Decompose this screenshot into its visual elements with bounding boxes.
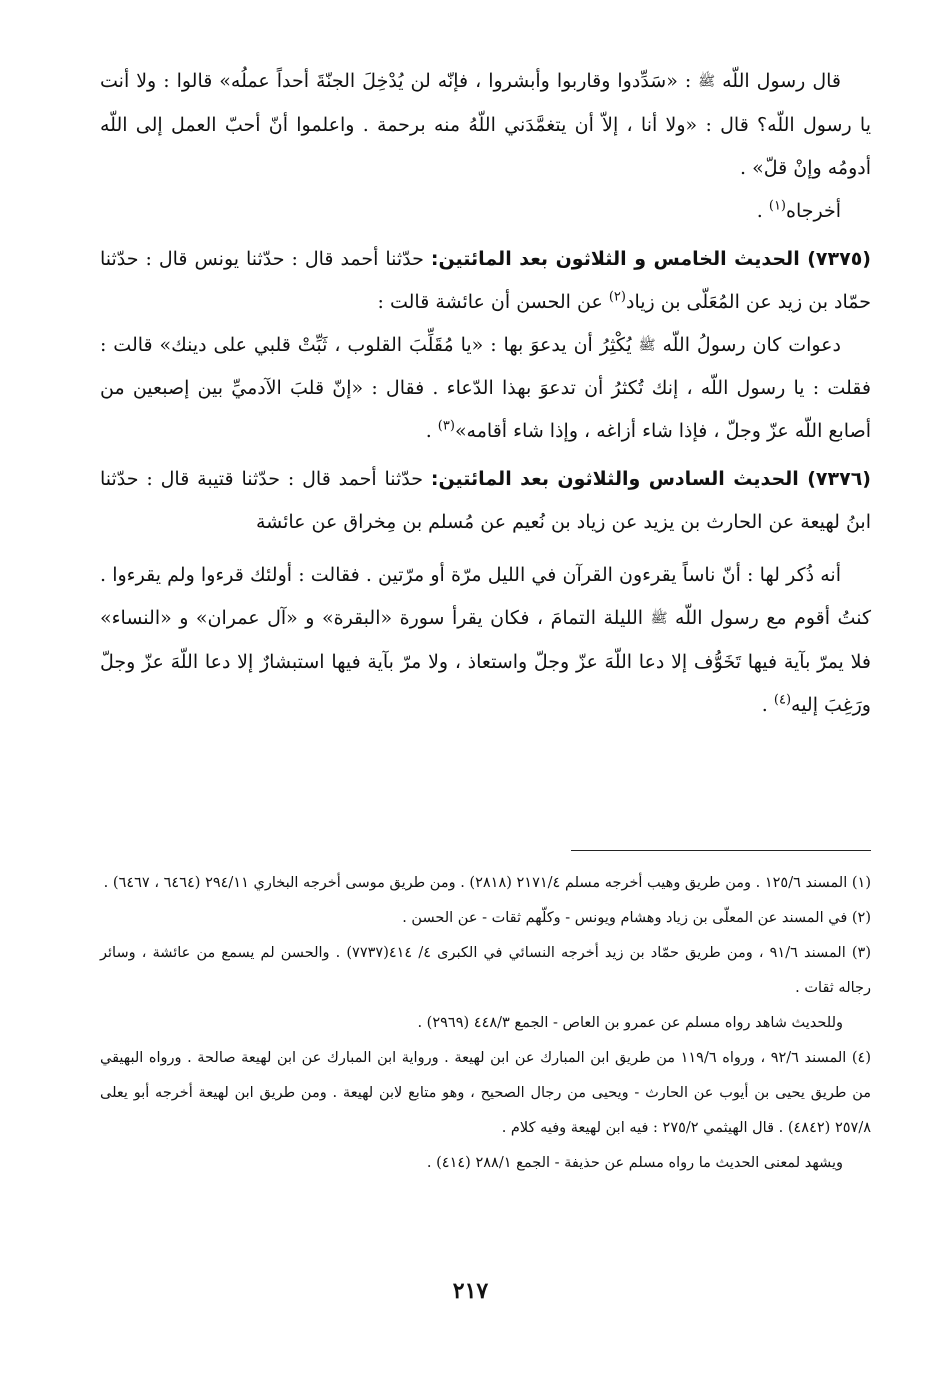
footnote-4: (٤) المسند ٩٢/٦ ، ورواه ١١٩/٦ من طريق ابن المبارك عن ابن لهيعة . ورواية ابن المبارك عن ابن لهيعة صالحة . ورواه البهيقي من طريق يحيى بن أيوب عن الحارث - ويحيى من رجال الصحيح ، وهو متابع لابن لهيعة . ومن طريق ابن لهيعة أخرجه أبو يعلى ٢٥٧/٨ (٤٨٤٢) . قال الهيثمي ٢٧٥/٢ : فيه ابن لهيعة وفيه كلام . — [100, 1050, 872, 1136]
paragraph-1 — [100, 60, 871, 190]
footnote-3: (٣) المسند ٩١/٦ ، ومن طريق حمّاد بن زيد أخرجه النسائي في الكبرى ٤/ ٤١٤(٧٧٣٧) . والحسن لم يسمع من عائشة ، وسائر رجاله ثقات . — [100, 945, 871, 996]
paragraph-3-text-a: دعوات كان رسولُ اللّه — [662, 333, 841, 356]
main-text — [100, 60, 871, 727]
paragraph-4-text-b: الليلة التمامَ ، فكان يقرأ سورة «البقرة» و «آل عمران» و «النساء» فلا يمرّ بآية فيها تَخَوُّف إلا دعا اللّهَ عزّ وجلّ واستعاذ ، ولا مرّ بآية فيها استبشارٌ إلا دعا اللّهَ عزّ وجلّ ورَغِبَ إليه — [100, 607, 871, 716]
paragraph-1-text-a: قال رسول اللّه — [722, 70, 841, 92]
paragraph-2-text: أخرجاه — [786, 199, 841, 222]
paragraph-4-end: . — [761, 693, 774, 716]
paragraph-4 — [100, 554, 871, 727]
footnote-separator — [571, 850, 871, 851]
hadith-7376-title: (٧٣٧٦) الحديث السادس والثلاثون بعد المائتين: — [430, 468, 871, 490]
footnotes — [100, 866, 871, 1181]
hadith-7375-isnad: حدّثنا أحمد قال : حدّثنا يونس قال : حدّثنا حمّاد بن زيد عن المُعَلّى بن زياد — [100, 247, 871, 313]
page-number: ٢١٧ — [452, 1278, 489, 1304]
hadith-7375 — [100, 238, 871, 324]
hadith-7376-isnad: حدّثنا أحمد قال : حدّثنا قتيبة قال : حدّثنا ابنُ لهيعة عن الحارث بن يزيد عن زياد بن نُعيم عن مُسلم بن مِخراق عن عائشة — [100, 468, 871, 533]
footnote-ref-2: (٢) — [608, 289, 626, 305]
footnote-ref-1: (١) — [768, 198, 786, 214]
footnote-1: (١) المسند ١٢٥/٦ . ومن طريق وهيب أخرجه مسلم ٢١٧١/٤ (٢٨١٨) . ومن طريق موسى أخرجه البخاري ٢٩٤/١١ (٦٤٦٤ ، ٦٤٦٧) . — [103, 875, 871, 891]
footnote-2: (٢) في المسند عن المعلّى بن زياد وهشام ويونس - وكلّهم ثقات - عن الحسن . — [402, 910, 871, 926]
paragraph-3-end: . — [425, 420, 438, 442]
footnote-4-continuation: ويشهد لمعنى الحديث ما رواه مسلم عن حذيفة - الجمع ٢٨٨/١ (٤١٤) . — [426, 1155, 843, 1171]
hadith-7375-title: (٧٣٧٥) الحديث الخامس و الثلاثون بعد المائتين: — [430, 247, 871, 270]
paragraph-3-text-b: يُكْثِرُ أن يدعوَ بها : «يا مُقَلِّبَ القلوب ، ثَبِّتْ قلبي على دينك» قالت : فقلت : يا رسول اللّه ، إنك تُكثرُ أن تدعوَ بهذا الدّعاء . فقال : «إنّ قلبَ الآدميِّ بين إصبعين من أصابع اللّه عزّ وجلّ ، فإذا شاء أزاغه ، وإذا شاء أقامه» — [100, 333, 871, 442]
hadith-7376 — [100, 458, 871, 544]
footnote-ref-4: (٤) — [773, 692, 792, 708]
salutation-glyph: ﷺ — [638, 337, 656, 353]
footnote-ref-3: (٣) — [437, 418, 455, 434]
paragraph-2-end: . — [756, 199, 769, 222]
paragraph-1-text-b: : «سَدِّدوا وقاربوا وأبشروا ، فإنّه لن يُدْخِلَ الجنّةَ أحداً عملُه» قالوا : ولا أنت يا رسول اللّه؟ قال : «ولا أنا ، إلاّ أن يتغمَّدَني اللّهُ منه برحمة . واعلموا أنّ أحبّ العمل إلى اللّه أدومُه وإنْ قلّ» . — [100, 70, 871, 179]
paragraph-3 — [100, 324, 871, 454]
paragraph-4-text-a: أنه ذُكر لها : أنّ ناساً يقرءون القرآن في الليل مرّة أو مرّتين . فقالت : أولئك قرءوا ولم يقرءوا . كنتُ أقوم مع رسول اللّه — [100, 564, 871, 629]
salutation-glyph: ﷺ — [650, 610, 668, 627]
footnote-3-continuation: وللحديث شاهد رواه مسلم عن عمرو بن العاص - الجمع ٤٤٨/٣ (٢٩٦٩) . — [417, 1015, 843, 1031]
salutation-glyph: ﷺ — [698, 73, 716, 90]
paragraph-2 — [100, 190, 871, 233]
hadith-7375-isnad-end: عن الحسن أن عائشة قالت : — [377, 290, 609, 313]
